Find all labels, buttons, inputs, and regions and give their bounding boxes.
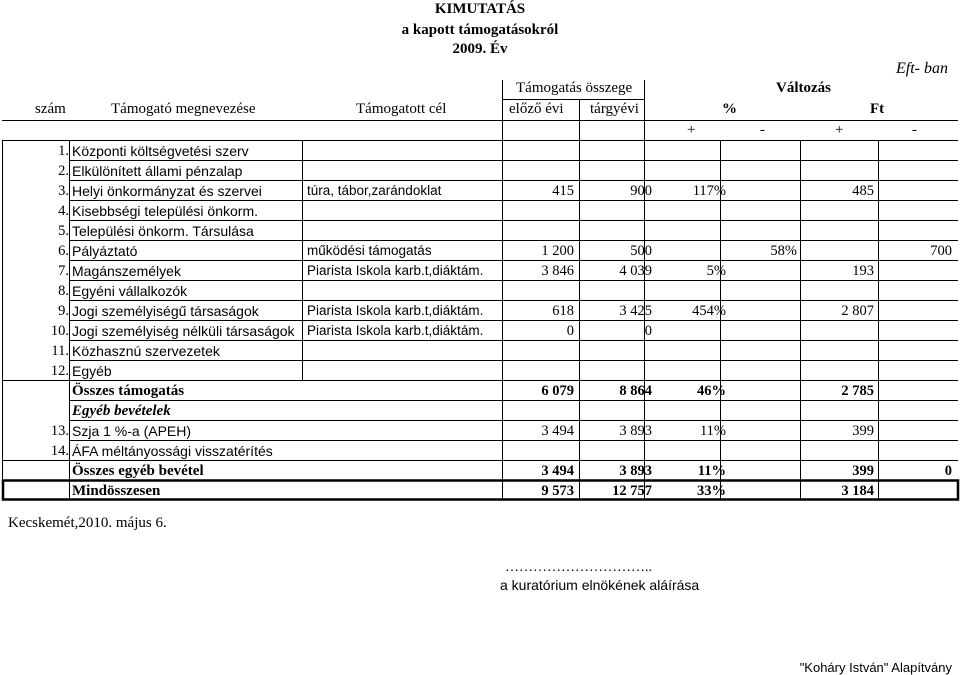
- table-row: [0, 481, 960, 501]
- change-percent-minus: 58%: [770, 243, 797, 259]
- change-ft-minus: 0: [944, 463, 952, 479]
- header-amount-group: Támogatás összege: [516, 80, 633, 96]
- supporter-name: Egyéb bevételek: [72, 403, 171, 419]
- amount-previous: 415: [552, 183, 574, 199]
- header-percent-plus: +: [687, 122, 696, 138]
- unit-label: Eft- ban: [896, 60, 948, 77]
- place-date: Kecskemét,2010. május 6.: [8, 515, 167, 531]
- supporter-name: Összes támogatás: [72, 383, 185, 399]
- amount-current: 8 864: [619, 383, 652, 399]
- row-number: 12.: [50, 363, 69, 379]
- change-ft-plus: 399: [852, 463, 874, 479]
- table-row: [0, 281, 960, 301]
- supporter-name: Elkülönített állami pénzalap: [72, 163, 243, 179]
- row-number: 7.: [58, 263, 69, 279]
- table-row: [0, 161, 960, 181]
- header-goal: Támogatott cél: [356, 101, 447, 117]
- supporter-name: Szja 1 %-a (APEH): [72, 423, 192, 439]
- row-number: 13.: [50, 423, 69, 439]
- amount-previous: 6 079: [541, 383, 574, 399]
- header-ft-minus: -: [912, 122, 917, 138]
- supporter-name: Jogi személyiségű társaságok: [72, 303, 259, 319]
- row-number: 4.: [58, 203, 69, 219]
- report-year: 2009. Év: [452, 41, 508, 57]
- amount-current: 900: [630, 183, 652, 199]
- change-ft-plus: 3 184: [841, 483, 874, 499]
- row-number: 3.: [58, 183, 69, 199]
- table-row: [0, 441, 960, 461]
- change-percent-plus: 454%: [692, 303, 726, 319]
- report-subtitle: a kapott támogatásokról: [401, 22, 559, 38]
- supporter-name: Közhasznú szervezetek: [72, 343, 220, 359]
- change-percent-plus: 5%: [706, 263, 726, 279]
- table-row: [0, 221, 960, 241]
- supporter-name: Egyéb: [72, 363, 112, 379]
- table-row: [0, 261, 960, 281]
- row-number: 11.: [51, 343, 69, 359]
- supporter-name: Magánszemélyek: [72, 263, 181, 279]
- change-ft-plus: 2 807: [841, 303, 874, 319]
- header-percent: %: [722, 101, 737, 117]
- supported-goal: működési támogatás: [307, 243, 432, 258]
- table-row: [0, 201, 960, 221]
- change-percent-plus: 46%: [697, 383, 726, 399]
- change-percent-plus: 33%: [697, 483, 726, 499]
- row-number: 1.: [58, 143, 69, 159]
- table-row: [0, 181, 960, 201]
- supported-goal: Piarista Iskola karb.t,diáktám.: [307, 323, 484, 338]
- change-ft-plus: 2 785: [841, 383, 874, 399]
- table-row: [0, 461, 960, 481]
- supporter-name: Összes egyéb bevétel: [72, 463, 204, 479]
- amount-previous: 618: [552, 303, 574, 319]
- row-number: 14.: [50, 443, 69, 459]
- supported-goal: Piarista Iskola karb.t,diáktám.: [307, 263, 484, 278]
- table-row: [0, 321, 960, 341]
- supported-goal: Piarista Iskola karb.t,diáktám.: [307, 303, 484, 318]
- supporter-name: Helyi önkormányzat és szervei: [72, 183, 262, 199]
- header-curr: tárgyévi: [590, 101, 639, 117]
- change-ft-plus: 399: [852, 423, 874, 439]
- change-ft-plus: 485: [852, 183, 874, 199]
- row-number: 9.: [58, 303, 69, 319]
- header-change-group: Változás: [776, 80, 831, 96]
- amount-current: 3 425: [619, 303, 652, 319]
- change-percent-plus: 11%: [699, 423, 726, 439]
- supporter-name: Jogi személyiség nélküli társaságok: [72, 323, 295, 339]
- header-prev: előző évi: [509, 101, 564, 117]
- header-szam: szám: [35, 101, 66, 117]
- row-number: 10.: [50, 323, 69, 339]
- row-number: 6.: [58, 243, 69, 259]
- amount-current: 4 039: [619, 263, 652, 279]
- supporter-name: Pályáztató: [72, 243, 138, 259]
- change-ft-plus: 193: [852, 263, 874, 279]
- header-name: Támogató megnevezése: [111, 101, 256, 117]
- table-row: [0, 141, 960, 161]
- row-number: 8.: [58, 283, 69, 299]
- change-percent-plus: 117%: [692, 183, 726, 199]
- amount-previous: 9 573: [541, 483, 574, 499]
- amount-previous: 3 494: [541, 463, 574, 479]
- change-percent-plus: 11%: [697, 463, 726, 479]
- amount-previous: 0: [566, 323, 574, 339]
- amount-previous: 3 846: [541, 263, 574, 279]
- supporter-name: Központi költségvetési szerv: [72, 143, 249, 159]
- signature-label: a kuratórium elnökének aláírása: [500, 577, 700, 593]
- table-row: [0, 421, 960, 441]
- amount-current: 12 757: [612, 483, 652, 499]
- supporter-name: Kisebbségi települési önkorm.: [72, 203, 258, 219]
- organization-name: "Koháry István" Alapítvány: [799, 660, 952, 675]
- row-number: 5.: [58, 223, 69, 239]
- amount-previous: 1 200: [541, 243, 574, 259]
- supporter-name: ÁFA méltányossági visszatérítés: [72, 443, 273, 459]
- table-row: [0, 381, 960, 401]
- table-row: [0, 361, 960, 381]
- amount-previous: 3 494: [541, 423, 574, 439]
- supported-goal: túra, tábor,zarándoklat: [307, 183, 442, 198]
- supporter-name: Mindösszesen: [72, 483, 161, 499]
- amount-current: 0: [644, 323, 652, 339]
- table-row: [0, 401, 960, 421]
- supporter-name: Települési önkorm. Társulása: [72, 223, 254, 239]
- change-ft-minus: 700: [930, 243, 952, 259]
- amount-current: 500: [630, 243, 652, 259]
- amount-current: 3 893: [619, 423, 652, 439]
- header-percent-minus: -: [760, 122, 765, 138]
- header-ft-plus: +: [835, 122, 844, 138]
- signature-line: …………………………..: [505, 560, 652, 575]
- report-title: KIMUTATÁS: [434, 1, 526, 17]
- supporter-name: Egyéni vállalkozók: [72, 283, 188, 299]
- header-ft: Ft: [870, 101, 885, 117]
- table-row: [0, 241, 960, 261]
- amount-current: 3 893: [619, 463, 652, 479]
- table-row: [0, 301, 960, 321]
- row-number: 2.: [58, 163, 69, 179]
- table-row: [0, 341, 960, 361]
